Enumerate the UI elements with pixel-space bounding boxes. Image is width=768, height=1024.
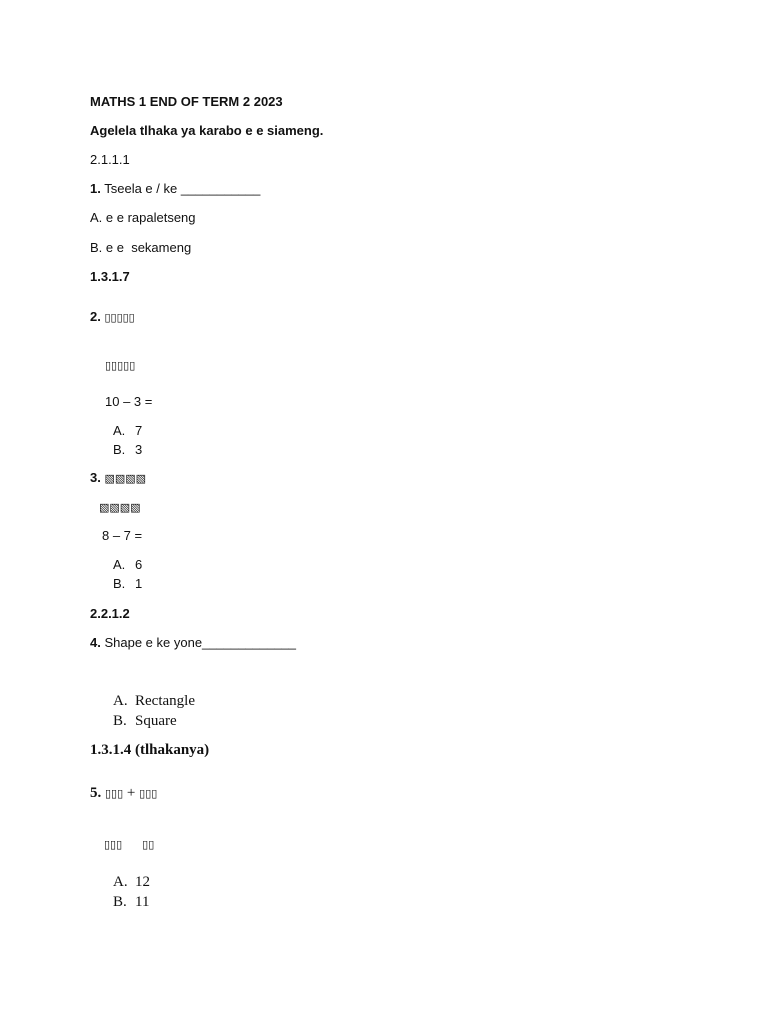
question-3-symbols-icon: ▧▧▧▧ xyxy=(104,473,147,485)
question-4-text: Shape e ke yone_____________ xyxy=(104,635,297,650)
question-5-option-b xyxy=(113,893,149,911)
question-2-expression: 10 – 3 = xyxy=(105,394,153,409)
question-4-option-a-value: Rectangle xyxy=(135,693,195,709)
question-2-option-a xyxy=(113,423,142,439)
question-4-number: 4. xyxy=(90,635,101,650)
question-3-option-a-value: 6 xyxy=(135,557,143,572)
question-5-option-a-value: 12 xyxy=(135,874,150,890)
question-3-option-b-letter: B. xyxy=(113,576,126,591)
question-1-number: 1. xyxy=(90,181,101,196)
question-3-number: 3. xyxy=(90,470,101,485)
question-3 xyxy=(90,470,146,487)
question-2-option-a-letter: A. xyxy=(113,423,126,438)
question-5-symbols-right-icon: ▯▯▯ xyxy=(139,788,158,800)
question-5-option-a-letter: A. xyxy=(113,874,128,890)
question-4-option-b-letter: B. xyxy=(113,713,127,729)
question-3-option-b-value: 1 xyxy=(135,576,143,591)
question-5-option-b-value: 11 xyxy=(135,894,150,910)
question-1-option-a: A. e e rapaletseng xyxy=(90,210,196,225)
instruction-text: Agelela tlhaka ya karabo e e siameng. xyxy=(90,123,324,138)
question-5-symbols-left-icon: ▯▯▯ xyxy=(105,788,124,800)
question-4-option-b-value: Square xyxy=(135,713,177,729)
document-title: MATHS 1 END OF TERM 2 2023 xyxy=(90,94,283,109)
question-4 xyxy=(90,635,296,651)
question-2-option-b-letter: B. xyxy=(113,442,126,457)
question-2-symbols-row2-icon: ▯▯▯▯▯ xyxy=(105,360,136,372)
question-5-number: 5. xyxy=(90,785,102,801)
question-2-symbols-row2 xyxy=(105,357,135,374)
section-code-1314: 1.3.1.4 (tlhakanya) xyxy=(90,742,210,758)
question-1-text: Tseela e / ke ___________ xyxy=(104,181,261,196)
section-code-1317: 1.3.1.7 xyxy=(90,269,130,284)
question-5-answer-symbols xyxy=(104,835,154,854)
question-5-option-b-letter: B. xyxy=(113,894,127,910)
question-5 xyxy=(90,784,157,803)
question-5-option-a xyxy=(113,873,150,891)
section-code-2111: 2.1.1.1 xyxy=(90,152,130,167)
question-4-option-b xyxy=(113,712,177,730)
question-3-option-a xyxy=(113,557,142,573)
question-1-option-b: B. e e sekameng xyxy=(90,240,192,255)
question-3-option-a-letter: A. xyxy=(113,557,126,572)
question-3-option-b xyxy=(113,576,142,592)
question-2-option-a-value: 7 xyxy=(135,423,143,438)
question-2-option-b xyxy=(113,442,142,458)
question-3-expression: 8 – 7 = xyxy=(102,528,143,543)
question-4-option-a-letter: A. xyxy=(113,693,128,709)
question-2-option-b-value: 3 xyxy=(135,442,143,457)
section-code-2212: 2.2.1.2 xyxy=(90,606,130,621)
question-2-number: 2. xyxy=(90,309,101,324)
question-2-symbols-icon: ▯▯▯▯▯ xyxy=(104,312,135,324)
question-5-answer-right-icon: ▯▯ xyxy=(142,839,155,851)
question-3-symbols-row2-icon: ▧▧▧▧ xyxy=(99,502,141,514)
question-5-plus: + xyxy=(126,785,136,801)
question-4-option-a xyxy=(113,692,195,710)
question-1 xyxy=(90,181,260,197)
question-5-answer-left-icon: ▯▯▯ xyxy=(104,839,123,851)
question-3-symbols-row2 xyxy=(99,499,141,516)
question-2 xyxy=(90,309,135,326)
